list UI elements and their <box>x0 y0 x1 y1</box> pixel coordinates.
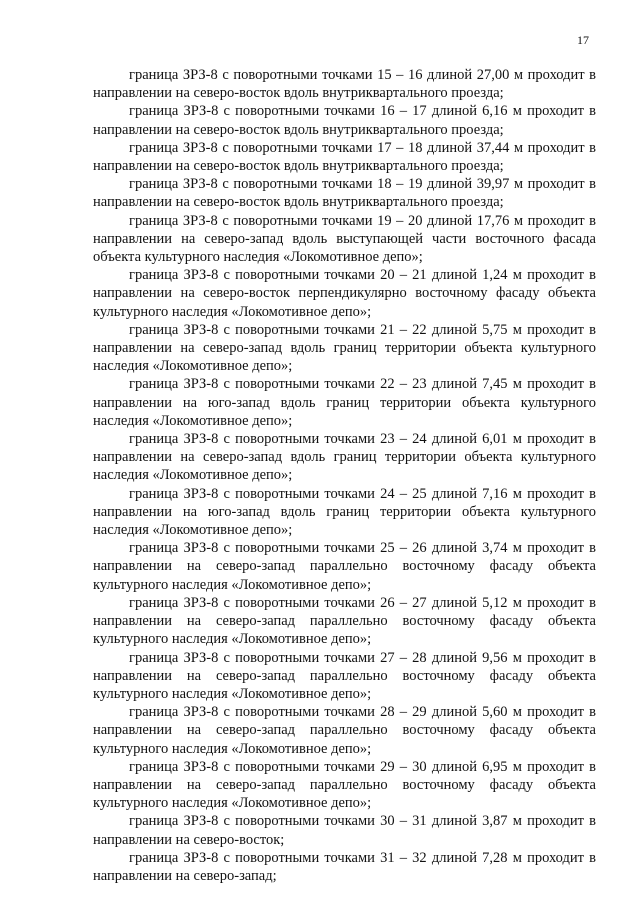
boundary-paragraph-18-19: граница ЗРЗ-8 с поворотными точками 18 – 19 длиной 39,97 м проходит в направлении на северо-восток вдоль внутриквартального проезда; <box>93 176 596 211</box>
boundary-paragraph-24-25: граница ЗРЗ-8 с поворотными точками 24 – 25 длиной 7,16 м проходит в направлении на юго-запад вдоль границ территории объекта культурного наследия «Локомотивное депо»; <box>93 485 596 539</box>
boundary-paragraph-26-27: граница ЗРЗ-8 с поворотными точками 26 – 27 длиной 5,12 м проходит в направлении на северо-запад параллельно восточному фасаду объекта культурного наследия «Локомотивное депо»; <box>93 594 596 648</box>
boundary-paragraph-28-29: граница ЗРЗ-8 с поворотными точками 28 – 29 длиной 5,60 м проходит в направлении на северо-запад параллельно восточному фасаду объекта культурного наследия «Локомотивное депо»; <box>93 704 596 757</box>
boundary-paragraph-16-17: граница ЗРЗ-8 с поворотными точками 16 – 17 длиной 6,16 м проходит в направлении на северо-восток вдоль внутриквартального проезда; <box>93 103 596 138</box>
boundary-paragraph-15-16: граница ЗРЗ-8 с поворотными точками 15 – 16 длиной 27,00 м проходит в направлении на северо-восток вдоль внутриквартального проезда; <box>93 67 596 102</box>
boundary-paragraph-23-24: граница ЗРЗ-8 с поворотными точками 23 – 24 длиной 6,01 м проходит в направлении на северо-запад вдоль границ территории объекта культурного наследия «Локомотивное депо»; <box>93 431 596 484</box>
boundary-paragraph-27-28: граница ЗРЗ-8 с поворотными точками 27 – 28 длиной 9,56 м проходит в направлении на северо-запад параллельно восточному фасаду объекта культурного наследия «Локомотивное депо»; <box>93 649 596 702</box>
boundary-paragraph-31-32: граница ЗРЗ-8 с поворотными точками 31 – 32 длиной 7,28 м проходит в направлении на северо-запад; <box>93 849 596 884</box>
boundary-paragraph-22-23: граница ЗРЗ-8 с поворотными точками 22 – 23 длиной 7,45 м проходит в направлении на юго-запад вдоль границ территории объекта культурного наследия «Локомотивное депо»; <box>93 376 596 429</box>
boundary-paragraph-19-20: граница ЗРЗ-8 с поворотными точками 19 – 20 длиной 17,76 м проходит в направлении на северо-запад вдоль выступающей части восточного фасада объекта культурного наследия «Локомотивное депо»; <box>93 212 596 266</box>
boundary-paragraph-29-30: граница ЗРЗ-8 с поворотными точками 29 – 30 длиной 6,95 м проходит в направлении на северо-запад параллельно восточному фасаду объекта культурного наследия «Локомотивное депо»; <box>93 758 596 812</box>
boundary-paragraph-30-31: граница ЗРЗ-8 с поворотными точками 30 – 31 длиной 3,87 м проходит в направлении на северо-восток; <box>93 813 596 848</box>
page-number: 17 <box>577 33 589 47</box>
boundary-paragraph-25-26: граница ЗРЗ-8 с поворотными точками 25 – 26 длиной 3,74 м проходит в направлении на северо-запад параллельно восточному фасаду объекта культурного наследия «Локомотивное депо»; <box>93 540 596 593</box>
boundary-paragraph-17-18: граница ЗРЗ-8 с поворотными точками 17 – 18 длиной 37,44 м проходит в направлении на северо-восток вдоль внутриквартального проезда; <box>93 139 596 175</box>
boundary-paragraph-21-22: граница ЗРЗ-8 с поворотными точками 21 – 22 длиной 5,75 м проходит в направлении на северо-запад вдоль границ территории объекта культурного наследия «Локомотивное депо»; <box>93 321 596 375</box>
boundary-paragraph-20-21: граница ЗРЗ-8 с поворотными точками 20 – 21 длиной 1,24 м проходит в направлении на северо-восток перпендикулярно восточному фасаду объекта культурного наследия «Локомотивное депо»; <box>93 267 596 320</box>
document-body <box>93 66 596 885</box>
